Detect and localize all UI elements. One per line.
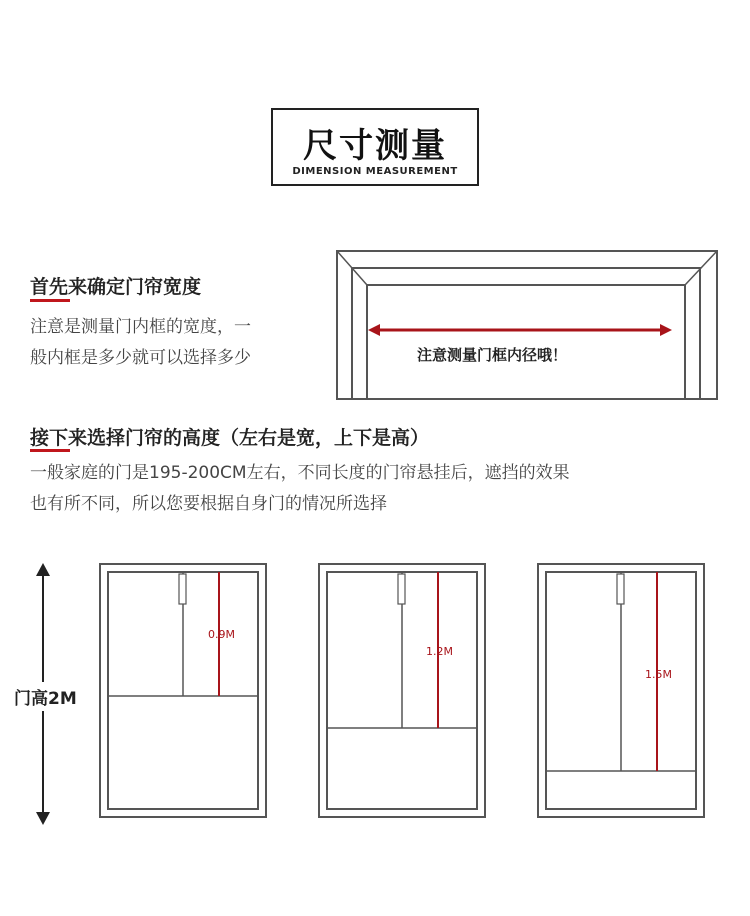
width-text-line-2: 般内框是多少就可以选择多少 [30,348,251,368]
door-diagram-1 [99,560,267,818]
width-heading: 首先来确定门帘宽度 [30,276,202,298]
door-2-length-label: 1.2M [426,645,453,658]
door-diagram-2 [318,560,486,818]
height-heading-underline [30,449,70,452]
door-1-length-label: 0.9M [208,628,235,641]
door-3-length-label: 1.5M [645,668,672,681]
width-text-line-1: 注意是测量门内框的宽度，一 [30,317,251,337]
page-title: 尺寸测量 [303,126,447,166]
height-text-line-1: 一般家庭的门是195-200CM左右，不同长度的门帘悬挂后，遮挡的效果 [30,463,570,483]
width-heading-underline [30,299,70,302]
page-subtitle: DIMENSION MEASUREMENT [292,166,458,177]
frame-note: 注意测量门框内径哦！ [417,346,568,364]
door-height-label: 门高2M [14,682,77,711]
door-frame-illustration [336,250,718,400]
height-heading: 接下来选择门帘的高度（左右是宽，上下是高） [30,427,430,449]
door-diagram-3 [537,560,705,818]
title-box [271,108,479,186]
height-text-line-2: 也有所不同，所以您要根据自身门的情况所选择 [30,494,387,514]
